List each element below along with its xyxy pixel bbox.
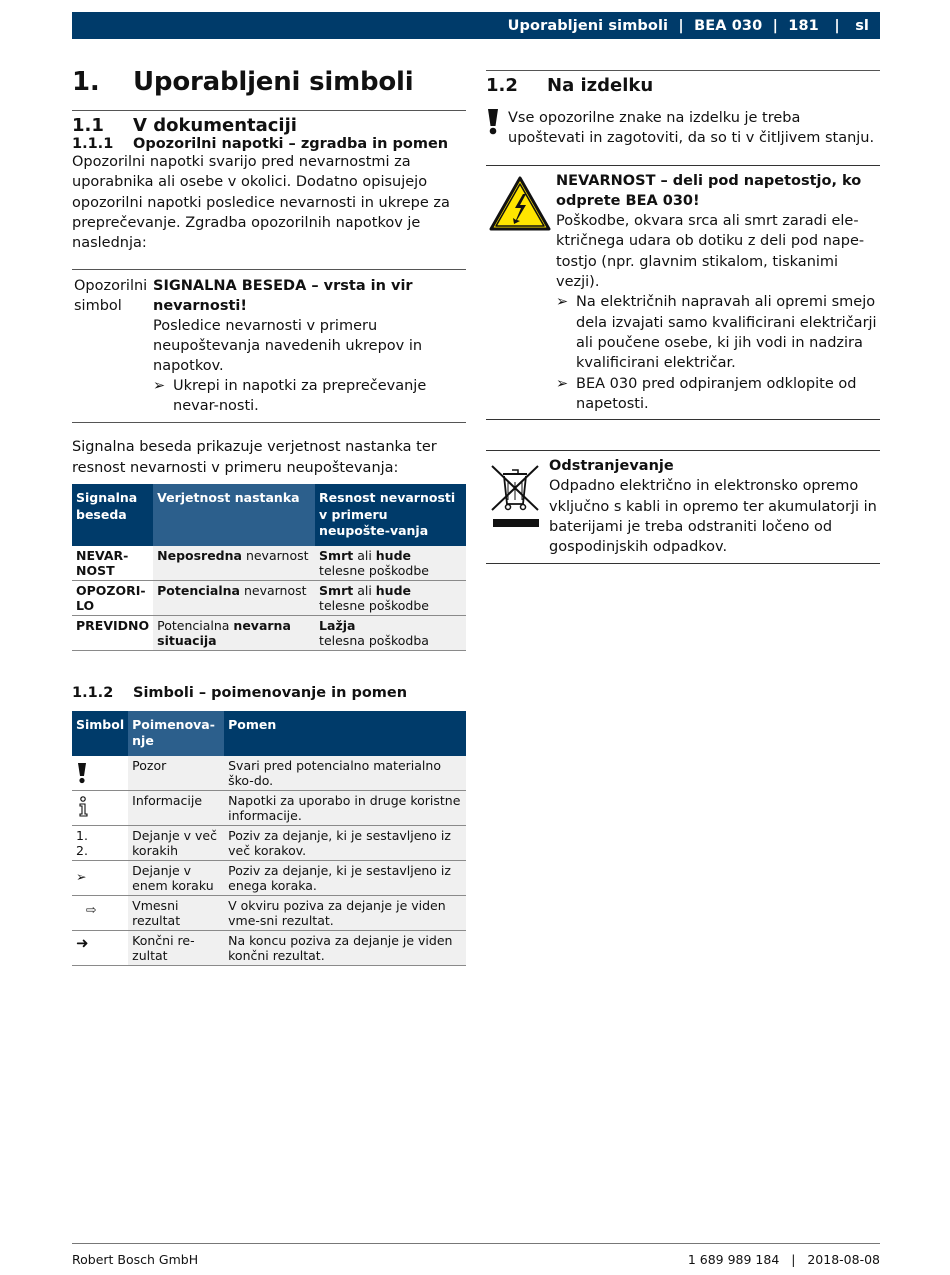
severity-text: telesne poškodbe: [319, 562, 429, 578]
page-footer: [72, 1243, 880, 1267]
meaning-cell: Poziv za dejanje, ki je sestavljeno iz več korakov.: [224, 825, 466, 860]
crossed-bin-icon: [488, 456, 549, 557]
table-header-cell: Poimenova-nje: [128, 711, 224, 756]
severity-bold: Lažja: [319, 617, 356, 633]
danger-bullet-text: Na električnih napravah ali opremi smejo dela izvajati samo kvalificirani električarji ali poučene osebe, ki jih vodi in nadzira kvalificirani električar.: [576, 294, 877, 372]
header-separator: [684, 18, 694, 34]
severity-bold: Smrt: [319, 582, 354, 598]
header-separator: [778, 18, 788, 34]
chapter-title: Uporabljeni simboli: [133, 67, 414, 97]
severity-bold: hude: [375, 582, 412, 598]
header-separator: [840, 18, 855, 34]
header-separator: [762, 18, 772, 34]
footer-company: Robert Bosch GmbH: [72, 1252, 199, 1267]
arrowhead-icon: ➢: [153, 378, 166, 395]
severity-cell: [315, 615, 466, 650]
table-header-cell: Simbol: [72, 711, 128, 756]
danger-bullet-text: BEA 030 pred odpiranjem odklopite od napetosti.: [576, 375, 857, 412]
intro-paragraph: Opozorilni napotki svarijo pred nevarnostmi za uporabnika ali osebe v okolici. Dodatno opisujejo opozorilni napotki posledice nevarnosti in ukrepe za preprečevanje. Zgradba opozorilnih napotkov je naslednja:: [72, 154, 450, 252]
signal-word: PREVIDNO: [76, 617, 150, 633]
chapter-number: 1.: [72, 67, 100, 97]
severity-cell: [315, 546, 466, 581]
footer-separator: |: [791, 1252, 796, 1267]
footer-right: [688, 1252, 880, 1267]
danger-bullet: [556, 374, 880, 415]
table-header-cell: Resnost nevarnosti v primeru neupošte-vanja: [315, 484, 466, 546]
outline-arrow-icon: ⇨: [72, 895, 128, 930]
subsection-title: Opozorilni napotki – zgradba in pomen: [133, 136, 449, 152]
subsection-number: 1.1.2: [72, 684, 114, 701]
high-voltage-icon: [488, 171, 556, 415]
severity-bold: Smrt: [319, 547, 354, 563]
probability-text: Potencialna: [157, 617, 234, 633]
danger-bullet: [556, 292, 880, 373]
symbol-cell: [72, 790, 128, 825]
header-separator: [668, 18, 678, 34]
probability-bold: Potencialna: [157, 582, 240, 598]
header-page-number: 181: [788, 17, 819, 34]
header-separator: |: [678, 17, 684, 34]
header-separator: |: [834, 17, 840, 34]
meaning-cell: Na koncu poziva za dejanje je viden končni rezultat.: [224, 930, 466, 965]
exclamation-icon: [486, 108, 508, 149]
severity-text: telesna poškodba: [319, 632, 429, 648]
signal-word: NEVAR-NOST: [76, 547, 129, 578]
footer-separator: [795, 1252, 807, 1267]
table-header-cell: Pomen: [224, 711, 466, 756]
signal-word-cell: [72, 615, 153, 650]
probability-cell: [153, 615, 315, 650]
signal-word-cell: [72, 580, 153, 615]
section-title: Na izdelku: [547, 75, 654, 96]
danger-content: [556, 171, 880, 415]
severity-cell: [315, 580, 466, 615]
info-icon: [76, 796, 90, 818]
table-row: [72, 825, 466, 860]
name-cell: Informacije: [128, 790, 224, 825]
symbol-cell: [72, 756, 128, 791]
page-header: [72, 12, 880, 39]
arrowhead-icon: ➢: [556, 294, 569, 311]
table-header-row: [72, 484, 466, 546]
warning-structure-box: [72, 269, 466, 423]
table-row: [72, 615, 466, 650]
header-separator: [819, 18, 834, 34]
severity-text: ali: [353, 582, 376, 598]
disposal-content: [549, 456, 880, 557]
probability-cell: [153, 580, 315, 615]
subsection-heading: [72, 136, 466, 152]
header-model: BEA 030: [694, 17, 763, 34]
disposal-box: [486, 450, 880, 563]
subsection-title: Simboli – poimenovanje in pomen: [133, 684, 408, 701]
meaning-cell: Napotki za uporabo in druge koristne informacije.: [224, 790, 466, 825]
section-heading: [72, 115, 466, 136]
exclamation-icon: [486, 108, 500, 136]
header-language: sl: [855, 17, 869, 34]
table-row: [72, 756, 466, 791]
severity-text: telesne poškodbe: [319, 597, 429, 613]
section-heading: [486, 75, 880, 96]
exclamation-icon: [76, 762, 88, 784]
header-section: Uporabljeni simboli: [507, 17, 669, 34]
section-number: 1.1: [72, 115, 104, 136]
probability-bold: Neposredna: [157, 547, 242, 563]
footer-doc-number: 1 689 989 184: [687, 1252, 780, 1267]
high-voltage-icon: [488, 175, 552, 233]
table-header-cell: Signalna beseda: [72, 484, 153, 546]
product-note-text: Vse opozorilne znake na izdelku je treba upoštevati in zagotoviti, da so ti v čitljivem stanju.: [508, 110, 875, 147]
table-header-cell: Verjetnost nastanka: [153, 484, 315, 546]
arrowhead-icon: ➢: [72, 860, 128, 895]
probability-cell: [153, 546, 315, 581]
section-title: V dokumentaciji: [133, 115, 297, 136]
severity-text: ali: [353, 547, 376, 563]
section-number: 1.2: [486, 75, 518, 96]
table-row: [72, 546, 466, 581]
table-row: [72, 895, 466, 930]
divider: [72, 110, 466, 111]
crossed-bin-icon: [488, 462, 544, 530]
meaning-cell: Poziv za dejanje, ki je sestavljeno iz enega koraka.: [224, 860, 466, 895]
subsection-number: 1.1.1: [72, 136, 114, 152]
signal-word-table: [72, 484, 466, 651]
right-column: [486, 70, 880, 564]
name-cell: Dejanje v enem koraku: [128, 860, 224, 895]
probability-text: nevarnost: [239, 582, 307, 598]
probability-text: nevarnost: [241, 547, 309, 563]
product-note: [486, 108, 880, 149]
divider: [486, 70, 880, 71]
name-cell: Dejanje v več korakih: [128, 825, 224, 860]
consequence-line: Posledice nevarnosti v primeru neupoštevanja navedenih ukrepov in napotkov.: [153, 318, 423, 375]
symbol-table: [72, 711, 466, 966]
name-cell: Pozor: [128, 756, 224, 791]
numbered-steps-icon: 1. 2.: [72, 825, 128, 860]
footer-separator: [779, 1252, 791, 1267]
table-row: [72, 860, 466, 895]
disposal-title: Odstranjevanje: [549, 458, 674, 475]
footer-date: 2018-08-08: [807, 1252, 880, 1267]
probability-bold: nevarna situacija: [157, 617, 291, 648]
signal-word: OPOZORI-LO: [76, 582, 146, 613]
disposal-body: Odpadno električno in elektronsko opremo vključno s kabli in opremo ter akumulatorji in baterijami je treba odstraniti ločeno od gospodinjskih odpadkov.: [549, 478, 877, 556]
danger-body: Poškodbe, okvara srca ali smrt zaradi ele-ktričnega udara ob dotiku z deli pod nape-tostjo (npr. glavnim stikalom, tiskanimi vezji).: [556, 213, 865, 291]
signal-word-cell: [72, 546, 153, 581]
chapter-heading: [72, 64, 466, 100]
subsection-heading: [72, 685, 466, 701]
severity-bold: hude: [375, 547, 412, 563]
warning-structure-content: [153, 276, 466, 416]
name-cell: Končni re-zultat: [128, 930, 224, 965]
measure-text: Ukrepi in napotki za preprečevanje nevar-nosti.: [173, 378, 427, 415]
bold-arrow-icon: ➜: [72, 930, 128, 965]
table-row: [72, 790, 466, 825]
meaning-cell: Svari pred potencialno materialno ško-do.: [224, 756, 466, 791]
danger-box: [486, 165, 880, 421]
signal-intro-paragraph: Signalna beseda prikazuje verjetnost nastanka ter resnost nevarnosti v primeru neupoštevanja:: [72, 439, 437, 476]
arrowhead-icon: ➢: [556, 375, 569, 392]
table-row: [72, 580, 466, 615]
name-cell: Vmesni rezultat: [128, 895, 224, 930]
meaning-cell: V okviru poziva za dejanje je viden vme-sni rezultat.: [224, 895, 466, 930]
table-header-row: [72, 711, 466, 756]
danger-title: NEVARNOST – deli pod napetostjo, ko odprete BEA 030!: [556, 172, 862, 209]
signal-word-line: SIGNALNA BESEDA – vrsta in vir nevarnosti!: [153, 278, 413, 315]
header-separator: |: [772, 17, 778, 34]
warning-symbol-label: Opozorilni simbol: [74, 278, 148, 315]
left-column: [72, 64, 466, 966]
table-row: [72, 930, 466, 965]
measure-bullet: [153, 376, 466, 416]
